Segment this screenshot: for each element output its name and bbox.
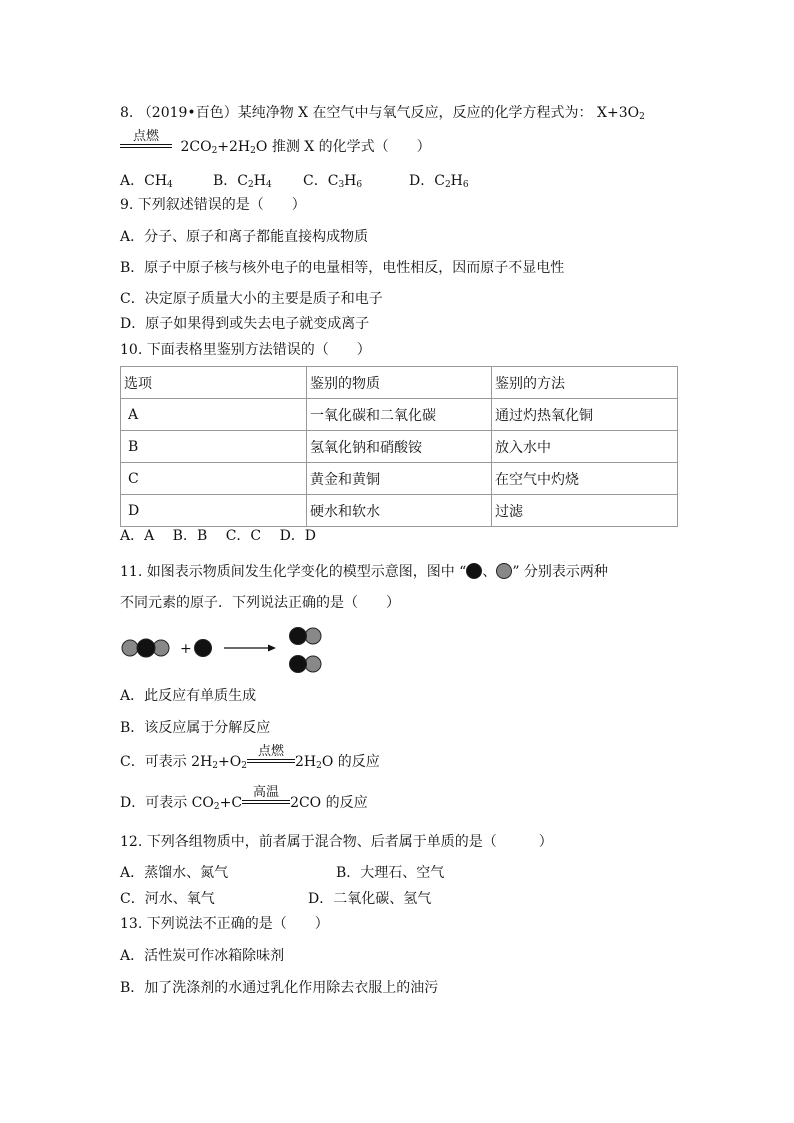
q8-equation: 点燃 $2CO_2+2H_2O$ 推测 X 的化学式（ ）: [120, 140, 431, 154]
table-cell: D: [121, 495, 307, 527]
grey-atom-icon: [496, 563, 512, 579]
q11-option-a: A．此反应有单质生成: [120, 688, 257, 704]
q8-option-d: D．$C_2H_6$: [409, 173, 469, 190]
table-header-cell: 鉴别的方法: [492, 367, 678, 399]
reactant-molecule-1: [122, 639, 169, 657]
table-cell: 过滤: [492, 495, 678, 527]
reaction-arrow: [224, 645, 276, 652]
q9-option-b: B．原子中原子核与核外电子的电量相等，电性相反，因而原子不显电性: [120, 260, 565, 276]
q9-option-d: D．原子如果得到或失去电子就变成离子: [120, 316, 370, 332]
table-cell: 黄金和黄铜: [307, 463, 492, 495]
table-row: [121, 431, 678, 463]
q10-table: [120, 366, 678, 527]
reactant-atom-2: [195, 640, 212, 657]
table-row: [121, 495, 678, 527]
q8-option-c: C．$C_3H_6$: [303, 173, 363, 190]
product-molecule-1: [290, 628, 322, 645]
q11-option-b: B．该反应属于分解反应: [120, 720, 271, 736]
q9-option-a: A．分子、原子和离子都能直接构成物质: [120, 229, 369, 245]
q8-option-b: B．$C_2H_4$: [213, 173, 272, 190]
q12-option-d: D．二氧化碳、氢气: [308, 891, 432, 907]
q13-option-b: B．加了洗涤剂的水通过乳化作用除去衣服上的油污: [120, 980, 439, 996]
table-cell: 通过灼热氧化铜: [492, 399, 678, 431]
q12-option-a: A．蒸馏水、氮气: [120, 865, 229, 881]
q11-c-condition: 点燃: [247, 757, 295, 767]
q11-stem-2: 不同元素的原子．下列说法正确的是（ ）: [120, 595, 400, 611]
q13-stem: 13. 下列说法不正确的是（ ）: [120, 916, 329, 932]
dark-atom-icon: [466, 563, 482, 579]
table-cell: 在空气中灼烧: [492, 463, 678, 495]
q12-option-c: C．河水、氧气: [120, 891, 215, 907]
table-cell: 放入水中: [492, 431, 678, 463]
table-cell: 氢氧化钠和硝酸铵: [307, 431, 492, 463]
table-cell: C: [121, 463, 307, 495]
table-cell: B: [121, 431, 307, 463]
q8-condition: 点燃: [120, 142, 172, 152]
table-row: [121, 463, 678, 495]
q11-d-condition: 高温: [242, 798, 290, 808]
table-header-cell: 鉴别的物质: [307, 367, 492, 399]
q10-options: A．A B．B C．C D．D: [120, 528, 317, 544]
table-cell: A: [121, 399, 307, 431]
q8-stem: 8. （2019•百色）某纯净物 X 在空气中与氧气反应，反应的化学方程式为： $X+3O_2$: [120, 105, 645, 122]
table-cell: 一氧化碳和二氧化碳: [307, 399, 492, 431]
q12-option-b: B．大理石、空气: [336, 865, 445, 881]
product-molecule-2: [290, 656, 322, 673]
table-header-cell: 选项: [121, 367, 307, 399]
q11-stem: 11. 如图表示物质间发生化学变化的模型示意图，图中 “ 、 ” 分别表示两种: [120, 564, 608, 580]
reaction-model-diagram: [118, 624, 338, 676]
q13-option-a: A．活性炭可作冰箱除味剂: [120, 948, 285, 964]
q12-stem: 12. 下列各组物质中，前者属于混合物、后者属于单质的是（ ）: [120, 834, 553, 850]
table-row: [121, 399, 678, 431]
table-cell: 硬水和软水: [307, 495, 492, 527]
q11-option-c: C．可表示 $2H_2+O_2$ 点燃 $2H_2O$ 的反应: [120, 744, 380, 771]
q9-stem: 9. 下列叙述错误的是（ ）: [120, 197, 306, 213]
table-header-row: [121, 367, 678, 399]
q11-option-d: D．可表示 $CO_2+C$ 高温 2CO 的反应: [120, 785, 368, 812]
plus-sign: +: [180, 641, 192, 657]
q9-option-c: C．决定原子质量大小的主要是质子和电子: [120, 291, 383, 307]
q10-stem: 10. 下面表格里鉴别方法错误的（ ）: [120, 342, 371, 358]
q8-option-a: A．$CH_4$: [120, 173, 173, 190]
